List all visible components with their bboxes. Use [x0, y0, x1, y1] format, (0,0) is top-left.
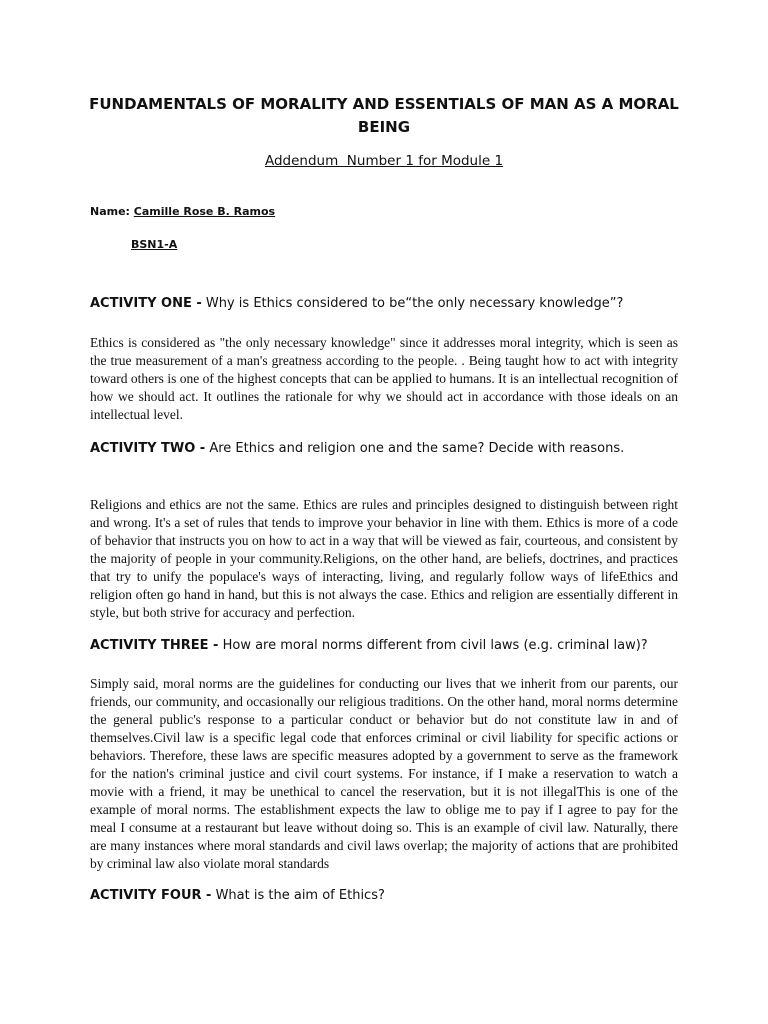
activity-three-question: How are moral norms different from civil laws (e.g. criminal law)?	[222, 638, 648, 653]
activity-four-label: ACTIVITY FOUR -	[90, 888, 212, 903]
student-section: BSN1-A	[131, 238, 178, 251]
activity-one-question: Why is Ethics considered to be“the only necessary knowledge”?	[205, 296, 624, 311]
activity-one-label: ACTIVITY ONE -	[90, 296, 202, 311]
name-label: Name:	[90, 205, 130, 218]
activity-four-heading	[90, 888, 385, 903]
activity-one-answer: Ethics is considered as "the only necessary knowledge" since it addresses moral integrity, which is seen as the true measurement of a man's greatness according to the people. . Being taught how to act with integrity toward others is one of the highest concepts that can be applied to humans. It is an intellectual recognition of how we should act. It outlines the rationale for why we should act in accordance with those ideals on an intellectual level.	[90, 335, 678, 422]
activity-three-heading	[90, 638, 648, 653]
student-name-line	[90, 205, 275, 218]
activity-one-heading	[90, 296, 623, 311]
activity-two-label: ACTIVITY TWO -	[90, 441, 206, 456]
activity-three-label: ACTIVITY THREE -	[90, 638, 219, 653]
student-name: Camille Rose B. Ramos	[133, 205, 276, 218]
activity-two-heading	[90, 441, 624, 456]
activity-three-answer: Simply said, moral norms are the guidelines for conducting our lives that we inherit from our parents, our friends, our community, and occasionally our religious traditions. On the other hand, moral norms determine the general public's response to a particular conduct or behavior but do not constitute law in and of themselves.Civil law is a specific legal code that enforces criminal or civil liability for specific actions or behaviors. Therefore, these laws are specific measures adopted by a government to serve as the framework for the nation's criminal justice and civil court systems. For instance, if I make a reservation to watch a movie with a friend, it may be unethical to cancel the reservation, but it is not illegalThis is one of the example of moral norms. The establishment expects the law to oblige me to pay if I agree to pay for the meal I consume at a restaurant but leave without doing so. This is an example of civil law. Naturally, there are many instances where moral standards and civil laws overlap; the majority of actions that are prohibited by criminal law also violate moral standards	[90, 676, 678, 871]
activity-four-question: What is the aim of Ethics?	[215, 888, 385, 903]
activity-two-answer: Religions and ethics are not the same. Ethics are rules and principles designed to distinguish between right and wrong. It's a set of rules that tends to improve your behavior in line with them. Ethics is more of a code of behavior that instructs you on how to act in a way that will be viewed as fair, courteous, and consistent by the majority of people in your community.Religions, on the other hand, are beliefs, doctrines, and practices that try to unify the populace's ways of interacting, living, and regularly follow ways of lifeEthics and religion often go hand in hand, but this is not always the case. Ethics and religion are essentially different in style, but both strive for accuracy and perfection.	[90, 497, 678, 620]
document-subtitle: Addendum Number 1 for Module 1	[264, 153, 504, 169]
document-title: FUNDAMENTALS OF MORALITY AND ESSENTIALS OF MAN AS A MORAL BEING	[89, 95, 679, 136]
activity-two-question: Are Ethics and religion one and the same? Decide with reasons.	[209, 441, 625, 456]
